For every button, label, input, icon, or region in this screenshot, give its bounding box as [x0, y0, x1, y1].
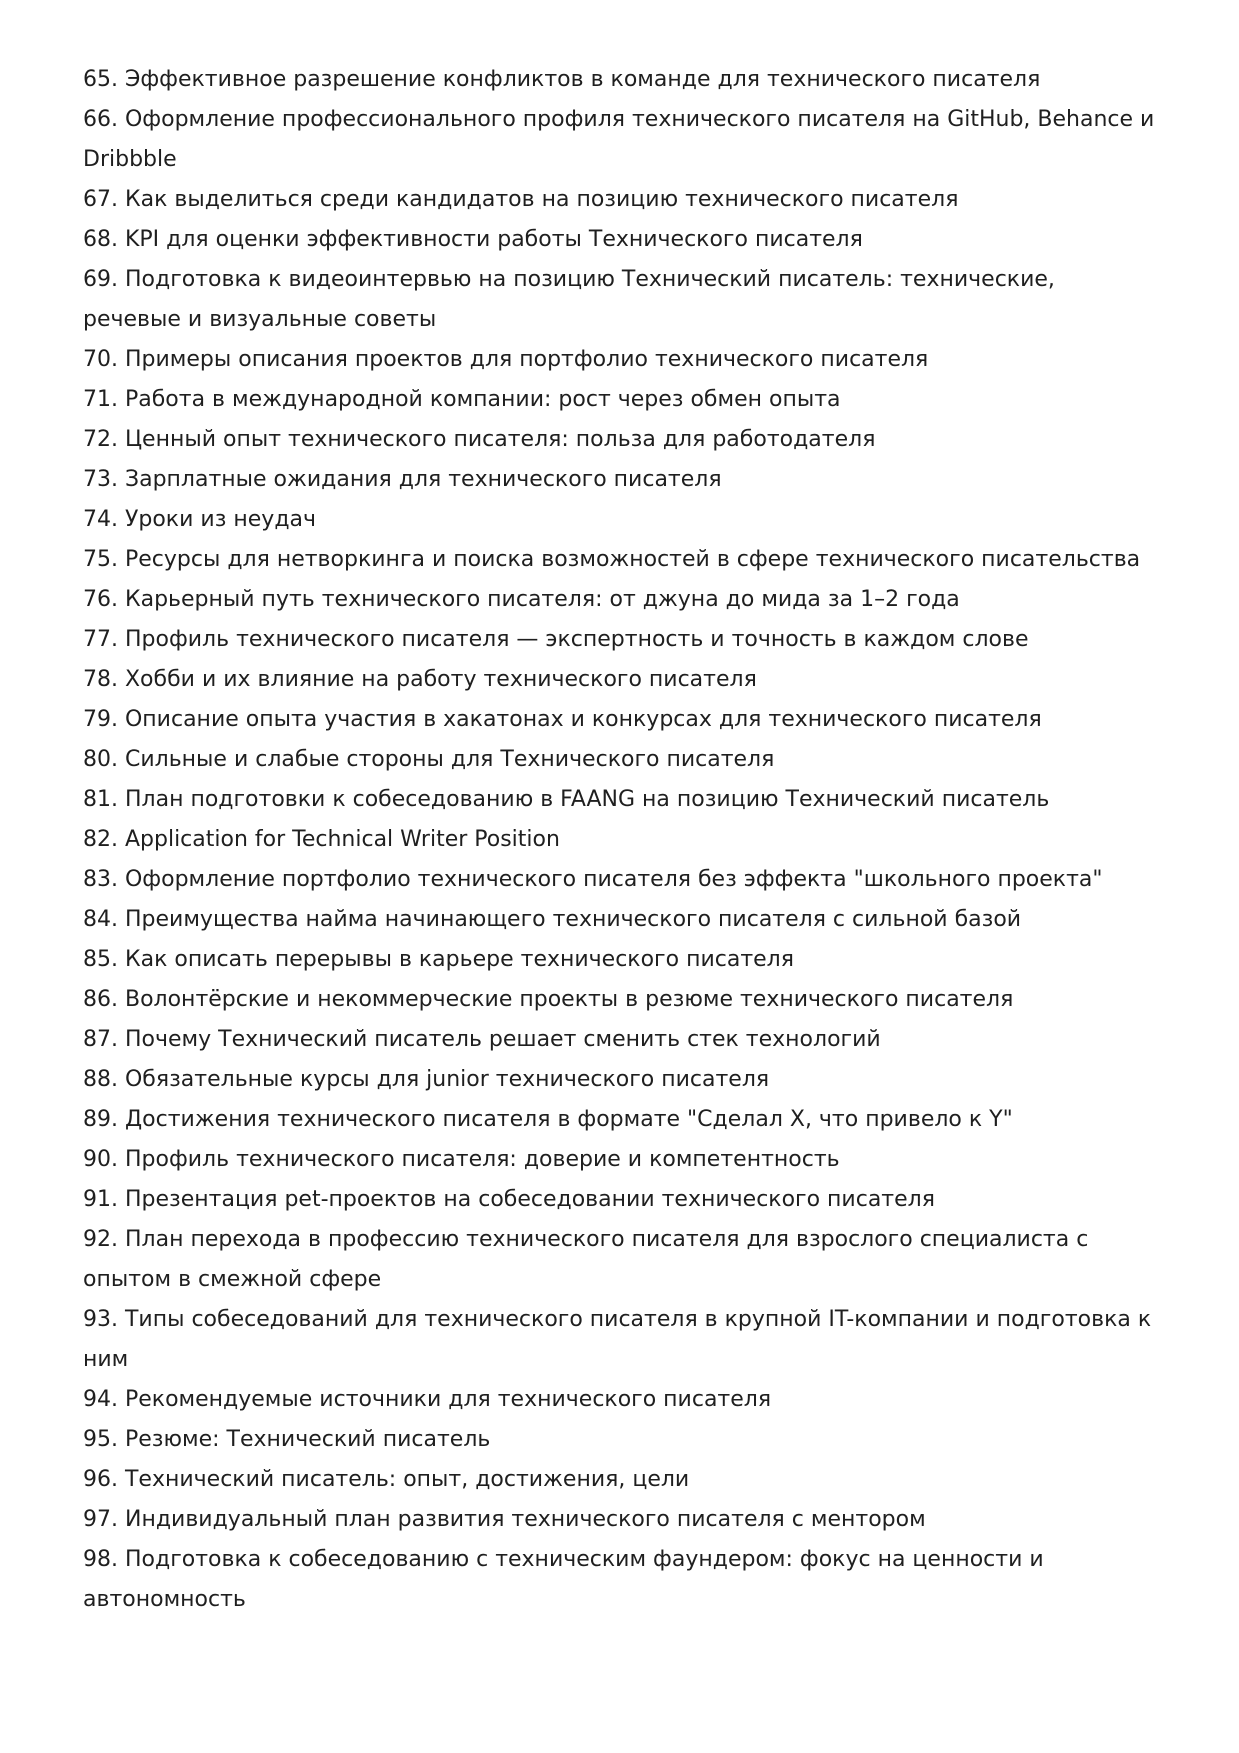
list-item: 98. Подготовка к собеседованию с техническим фаундером: фокус на ценности и автономность [83, 1547, 1044, 1612]
list-item: 77. Профиль технического писателя — экспертность и точность в каждом слове [83, 627, 1029, 652]
list-item: 81. План подготовки к собеседованию в FAANG на позицию Технический писатель [83, 787, 1050, 812]
list-item: 66. Оформление профессионального профиля технического писателя на GitHub, Behance и Dribbble [83, 107, 1155, 172]
list-item: 78. Хобби и их влияние на работу технического писателя [83, 667, 757, 692]
list-item: 65. Эффективное разрешение конфликтов в команде для технического писателя [83, 67, 1041, 92]
list-item: 93. Типы собеседований для технического писателя в крупной IT-компании и подготовка к ним [83, 1307, 1152, 1372]
topic-list [83, 60, 1158, 1620]
list-item: 96. Технический писатель: опыт, достижения, цели [83, 1467, 690, 1492]
list-item: 86. Волонтёрские и некоммерческие проекты в резюме технического писателя [83, 987, 1014, 1012]
list-item: 87. Почему Технический писатель решает сменить стек технологий [83, 1027, 881, 1052]
list-item: 72. Ценный опыт технического писателя: польза для работодателя [83, 427, 876, 452]
list-item: 73. Зарплатные ожидания для технического писателя [83, 467, 722, 492]
list-item: 95. Резюме: Технический писатель [83, 1427, 491, 1452]
list-item: 92. План перехода в профессию технического писателя для взрослого специалиста с опытом в смежной сфере [83, 1227, 1089, 1292]
list-item: 88. Обязательные курсы для junior технического писателя [83, 1067, 770, 1092]
list-item: 74. Уроки из неудач [83, 507, 317, 532]
list-item: 75. Ресурсы для нетворкинга и поиска возможностей в сфере технического писательства [83, 547, 1141, 572]
list-item: 91. Презентация pet-проектов на собеседовании технического писателя [83, 1187, 935, 1212]
list-item: 85. Как описать перерывы в карьере технического писателя [83, 947, 794, 972]
list-item: 69. Подготовка к видеоинтервью на позицию Технический писатель: технические, речевые и визуальные советы [83, 267, 1055, 332]
list-item: 89. Достижения технического писателя в формате "Сделал X, что привело к Y" [83, 1107, 1013, 1132]
list-item: 79. Описание опыта участия в хакатонах и конкурсах для технического писателя [83, 707, 1042, 732]
list-item: 80. Сильные и слабые стороны для Технического писателя [83, 747, 775, 772]
document-page [83, 60, 1158, 1620]
list-item: 84. Преимущества найма начинающего технического писателя с сильной базой [83, 907, 1022, 932]
list-item: 68. KPI для оценки эффективности работы Технического писателя [83, 227, 863, 252]
list-item: 83. Оформление портфолио технического писателя без эффекта "школьного проекта" [83, 867, 1103, 892]
list-item: 94. Рекомендуемые источники для технического писателя [83, 1387, 772, 1412]
list-item: 76. Карьерный путь технического писателя: от джуна до мида за 1–2 года [83, 587, 960, 612]
list-item: 97. Индивидуальный план развития технического писателя с ментором [83, 1507, 926, 1532]
list-item: 71. Работа в международной компании: рост через обмен опыта [83, 387, 841, 412]
list-item: 70. Примеры описания проектов для портфолио технического писателя [83, 347, 929, 372]
list-item: 67. Как выделиться среди кандидатов на позицию технического писателя [83, 187, 959, 212]
list-item: 82. Application for Technical Writer Position [83, 827, 560, 852]
list-item: 90. Профиль технического писателя: доверие и компетентность [83, 1147, 840, 1172]
